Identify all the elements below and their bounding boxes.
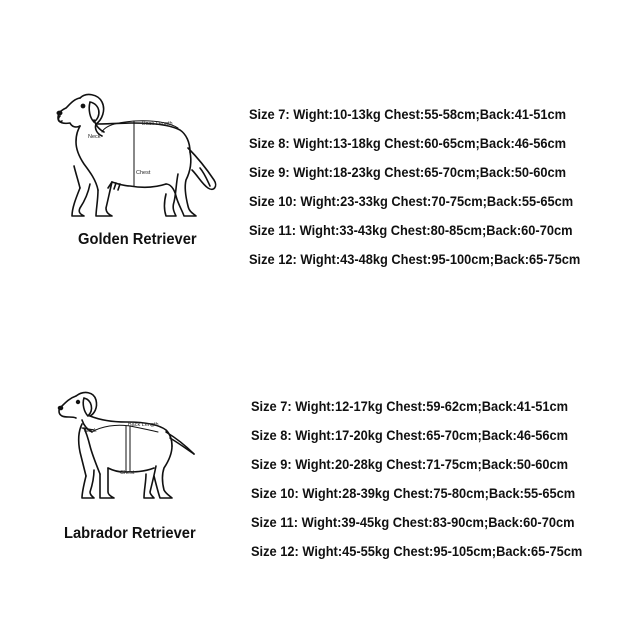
labrador-size-row: Size 7: Wight:12-17kg Chest:59-62cm;Back:41-51cm (251, 399, 569, 414)
labrador-size-row: Size 11: Wight:39-45kg Chest:83-90cm;Back:60-70cm (251, 515, 575, 530)
labrador-size-list (251, 392, 600, 566)
golden-retriever-title: Golden Retriever (78, 231, 197, 248)
labrador-retriever-diagram (54, 388, 204, 508)
labrador-retriever-title: Labrador Retriever (64, 525, 196, 542)
golden-retriever-diagram (50, 90, 220, 222)
labrador-size-row: Size 10: Wight:28-39kg Chest:75-80cm;Back:55-65cm (251, 486, 576, 501)
labrador-retriever-icon (54, 388, 204, 508)
labrador-size-row: Size 12: Wight:45-55kg Chest:95-105cm;Back:65-75cm (251, 544, 583, 559)
golden-back-length-label: Back Length (142, 121, 173, 127)
golden-size-row: Size 7: Wight:10-13kg Chest:55-58cm;Back:41-51cm (249, 107, 567, 122)
golden-retriever-icon (50, 90, 220, 222)
labrador-chest-label: Chest (120, 470, 135, 476)
golden-size-row: Size 10: Wight:23-33kg Chest:70-75cm;Back:55-65cm (249, 194, 574, 209)
golden-size-row: Size 9: Wight:18-23kg Chest:65-70cm;Back:50-60cm (249, 165, 567, 180)
labrador-size-row: Size 9: Wight:20-28kg Chest:71-75cm;Back:50-60cm (251, 457, 569, 472)
labrador-neck-label: Neck (84, 428, 97, 434)
golden-size-list (249, 100, 598, 274)
golden-size-row: Size 8: Wight:13-18kg Chest:60-65cm;Back:46-56cm (249, 136, 567, 151)
golden-chest-label: Chest (136, 170, 151, 176)
golden-size-row: Size 11: Wight:33-43kg Chest:80-85cm;Back:60-70cm (249, 223, 573, 238)
labrador-size-row: Size 8: Wight:17-20kg Chest:65-70cm;Back:46-56cm (251, 428, 569, 443)
golden-size-row: Size 12: Wight:43-48kg Chest:95-100cm;Back:65-75cm (249, 252, 581, 267)
golden-neck-label: Neck (88, 134, 101, 140)
labrador-back-length-label: Back Length (128, 422, 159, 428)
